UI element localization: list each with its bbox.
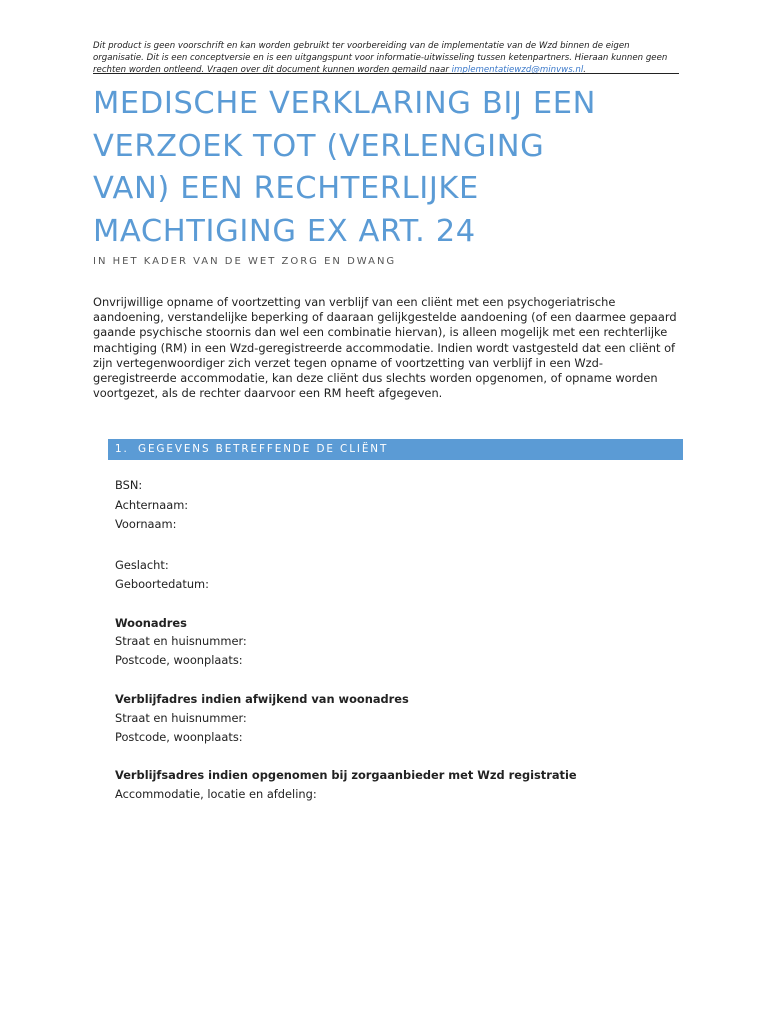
section-1-number: 1. xyxy=(115,443,129,455)
voornaam-field-label: Voornaam: xyxy=(115,517,177,531)
title-line-3: VAN) EEN RECHTERLIJKE xyxy=(93,171,479,206)
verblijfsadres-zorgaanbieder-heading: Verblijfsadres indien opgenomen bij zorgaanbieder met Wzd registratie xyxy=(115,768,577,782)
disclaimer-text: Dit product is geen voorschrift en kan worden gebruikt ter voorbereiding van de implementatie van de Wzd binnen de eigen organisatie. Dit is een conceptversie en is een uitgangspunt voor informatie-uitwisseling tussen ketenpartners. Hieraan kunnen geen rechten worden ontleend. Vragen over dit document kunnen worden gemaild naar xyxy=(93,41,668,75)
geboortedatum-field-label: Geboortedatum: xyxy=(115,577,209,591)
accommodatie-field-label: Accommodatie, locatie en afdeling: xyxy=(115,787,317,801)
document-subtitle: IN HET KADER VAN DE WET ZORG EN DWANG xyxy=(93,256,397,267)
section-1-header xyxy=(108,439,683,460)
verblijfadres-heading: Verblijfadres indien afwijkend van woonadres xyxy=(115,692,409,706)
contact-email-link[interactable]: implementatiewzd@minvws.nl xyxy=(451,65,584,75)
geslacht-field-label: Geslacht: xyxy=(115,558,169,572)
document-title xyxy=(93,83,683,253)
woonadres-heading: Woonadres xyxy=(115,616,187,630)
verblijfadres-straat-label: Straat en huisnummer: xyxy=(115,711,247,725)
header-divider xyxy=(93,73,679,74)
section-1-title: GEGEVENS BETREFFENDE DE CLIËNT xyxy=(138,443,389,455)
title-line-1: MEDISCHE VERKLARING BIJ EEN xyxy=(93,86,597,121)
disclaimer-header xyxy=(93,40,679,76)
bsn-field-label: BSN: xyxy=(115,478,143,492)
woonadres-postcode-label: Postcode, woonplaats: xyxy=(115,653,243,667)
intro-paragraph: Onvrijwillige opname of voortzetting van verblijf van een cliënt met een psychogeriatrische aandoening, verstandelijke beperking of daaraan gelijkgestelde aandoening (of een daarmee gepaard gaande psychische stoornis dan wel een combinatie hiervan), is alleen mogelijk met een rechterlijke machtiging (RM) in een Wzd-geregistreerde accommodatie. Indien wordt vastgesteld dat een cliënt of zijn vertegenwoordiger zich verzet tegen opname of voortzetting van verblijf in een Wzd-geregistreerde accommodatie, kan deze cliënt dus slechts worden opgenomen, of opname worden voortgezet, als de rechter daarvoor een RM heeft afgegeven. xyxy=(93,295,677,401)
achternaam-field-label: Achternaam: xyxy=(115,498,189,512)
title-line-4: MACHTIGING EX ART. 24 xyxy=(93,213,476,249)
title-line-2: VERZOEK TOT (VERLENGING xyxy=(93,128,545,164)
disclaimer-end: . xyxy=(583,65,586,75)
verblijfadres-postcode-label: Postcode, woonplaats: xyxy=(115,730,243,744)
woonadres-straat-label: Straat en huisnummer: xyxy=(115,634,247,648)
